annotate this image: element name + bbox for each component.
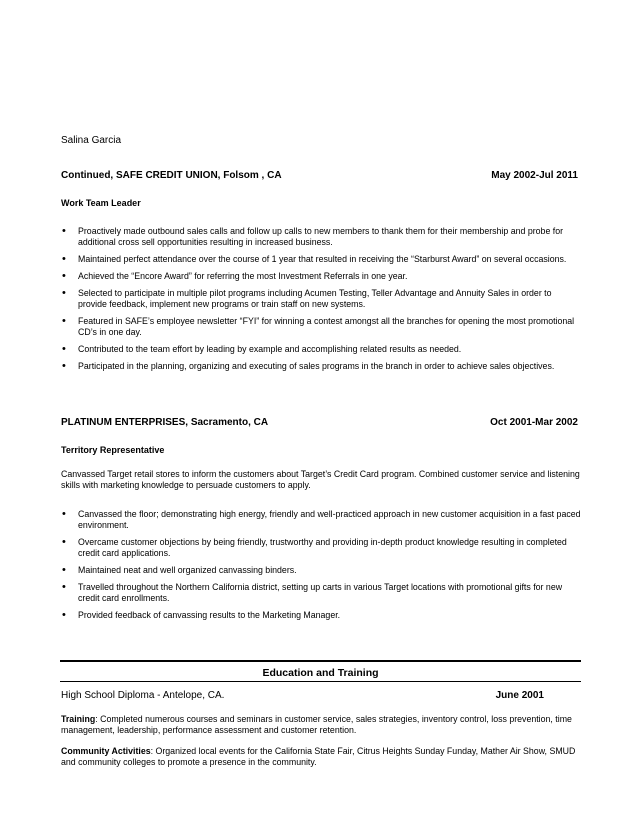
list-item: • Featured in SAFE’s employee newsletter “FYI” for winning a contest amongst all the branches for opening the most promotional CD’s in one day. — [62, 315, 575, 337]
bullet-icon: • — [62, 343, 66, 355]
community-label: Community Activities — [61, 746, 151, 756]
training-label: Training — [61, 714, 96, 724]
list-item: • Contributed to the team effort by leading by example and accomplishing related results as needed. — [62, 343, 462, 355]
list-item: • Maintained neat and well organized canvassing binders. — [62, 564, 297, 576]
education-heading: Education and Training — [262, 667, 379, 679]
list-item: • Travelled throughout the Northern California district, setting up carts in various Target locations with promotional gifts for new credit card enrollments. — [62, 581, 563, 603]
bullet-icon: • — [62, 270, 66, 282]
community-text: : Organized local events for the California State Fair, Citrus Heights Sunday Funday, Mather Air Show, SMUD and community colleges to promote a presence in the community. — [61, 746, 576, 767]
list-item: • Maintained perfect attendance over the course of 1 year that resulted in receiving the “Starburst Award” on several occasions. — [62, 253, 567, 265]
job2-summary: Canvassed Target retail stores to inform the customers about Target’s Credit Card program. Combined customer service and listening skills with marketing knowledge to persuade customers to apply. — [61, 469, 580, 490]
job1-dates: May 2002-Jul 2011 — [491, 170, 578, 181]
bullet-icon: • — [62, 225, 66, 237]
training-text: : Completed numerous courses and seminars in customer service, sales strategies, inventory control, loss prevention, time management, leadership, performance assessment and customer retention. — [61, 714, 572, 735]
diploma: High School Diploma - Antelope, CA. — [61, 690, 225, 701]
community-paragraph — [61, 746, 581, 768]
applicant-name: Salina Garcia — [61, 135, 122, 146]
training-paragraph — [61, 714, 581, 736]
list-item: • Participated in the planning, organizing and executing of sales programs in the branch in order to achieve sales objectives. — [62, 360, 555, 372]
bullet-icon: • — [62, 287, 66, 299]
section-divider-thin — [60, 681, 581, 682]
bullet-icon: • — [62, 581, 66, 593]
list-item: • Canvassed the floor; demonstrating high energy, friendly and well-practiced approach in new customer acquisition in a fast paced environment. — [62, 508, 581, 530]
bullet-icon: • — [62, 536, 66, 548]
job2-title: Territory Representative — [61, 445, 165, 455]
bullet-icon: • — [62, 360, 66, 372]
bullet-icon: • — [62, 609, 66, 621]
job1-title: Work Team Leader — [61, 198, 141, 208]
list-item: • Selected to participate in multiple pilot programs including Acumen Testing, Teller Advantage and Annuity Sales in order to provide feedback, implement new programs or train staff on new systems. — [62, 287, 552, 309]
job2-dates: Oct 2001-Mar 2002 — [490, 417, 578, 428]
diploma-date: June 2001 — [495, 690, 544, 701]
bullet-icon: • — [62, 508, 66, 520]
section-divider — [60, 660, 581, 662]
job2-employer: PLATINUM ENTERPRISES, Sacramento, CA — [61, 417, 269, 428]
bullet-icon: • — [62, 564, 66, 576]
list-item: • Provided feedback of canvassing results to the Marketing Manager. — [62, 609, 341, 621]
list-item: • Achieved the “Encore Award” for referring the most Investment Referrals in one year. — [62, 270, 408, 282]
bullet-icon: • — [62, 253, 66, 265]
job1-bullet-list — [62, 226, 582, 372]
list-item: • Overcame customer objections by being friendly, trustworthy and providing in-depth product knowledge resulting in completed credit card applications. — [62, 536, 567, 558]
list-item: • Proactively made outbound sales calls and follow up calls to new members to thank them for their membership and probe for additional cross sell opportunities resulting in increased business. — [62, 225, 564, 247]
bullet-icon: • — [62, 315, 66, 327]
job1-employer: Continued, SAFE CREDIT UNION, Folsom , CA — [61, 170, 282, 181]
job2-bullet-list — [62, 509, 582, 621]
